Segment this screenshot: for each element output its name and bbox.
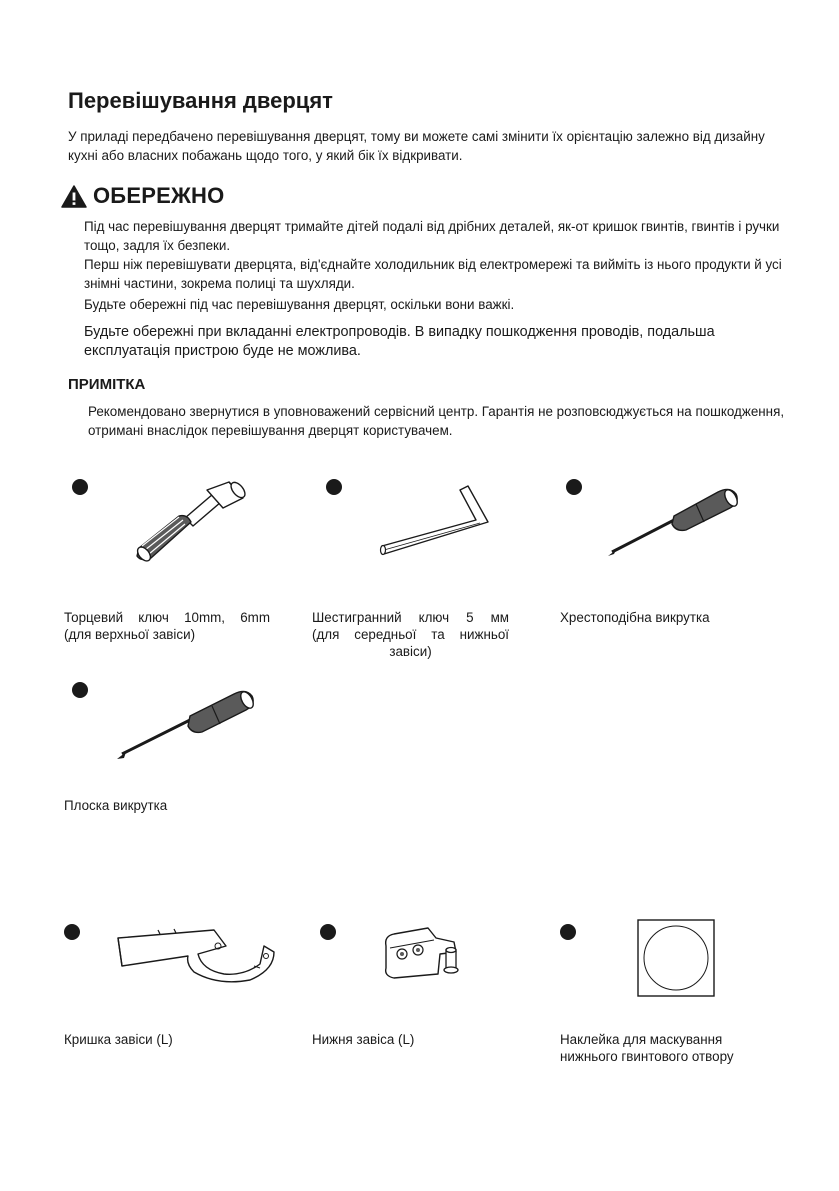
bullet-marker — [326, 479, 342, 495]
phillips-screwdriver-caption: Хрестоподібна викрутка — [560, 610, 710, 625]
note-text: Рекомендовано звернутися в уповноважений сервісний центр. Гарантія не розповсюджується на пошкодження, отримані внаслідок перевішування дверцят користувачем. — [88, 404, 785, 438]
bullet-marker — [72, 479, 88, 495]
hex-key-icon — [376, 480, 501, 558]
socket-wrench-caption — [64, 609, 270, 643]
sticker-caption — [560, 1031, 780, 1065]
caution-heading: ОБЕРЕЖНО — [93, 183, 225, 208]
caution-paragraph-3: Будьте обережні під час перевішування дверцят, оскільки вони важкі. — [84, 297, 515, 312]
hex-key-caption — [312, 609, 509, 660]
socket-wrench-icon — [125, 478, 265, 570]
intro-text: У приладі передбачено перевішування дверцят, тому ви можете самі змінити їх орієнтацію залежно від дизайну кухні або власних побажань щодо того, у який бік їх відкривати. — [68, 129, 765, 163]
hinge-cover-icon — [114, 926, 280, 986]
bullet-marker — [72, 682, 88, 698]
caption-line: (для середньої та нижньої — [312, 627, 509, 642]
caution-paragraph-4: Будьте обережні при вкладанні електропроводів. В випадку пошкодження проводів, подальша експлуатація пристрою буде не можлива. — [84, 324, 715, 359]
caption-line: Наклейка для маскування — [560, 1032, 723, 1047]
caution-header — [61, 183, 224, 209]
bullet-marker — [64, 924, 80, 940]
caution-paragraph-2: Перш ніж перевішувати дверцята, від'єднайте холодильник від електромережі та вийміть із нього продукти й усі знімні частини, зокрема полиці та шухляди. — [84, 257, 782, 291]
flat-screwdriver-caption: Плоска викрутка — [64, 798, 168, 813]
hinge-cover-caption: Кришка завіси (L) — [64, 1032, 173, 1047]
caption-line: нижнього гвинтового отвору — [560, 1049, 734, 1064]
lower-hinge-icon — [380, 918, 476, 984]
flat-screwdriver-icon — [114, 684, 264, 762]
phillips-screwdriver-icon — [606, 480, 748, 558]
bullet-marker — [560, 924, 576, 940]
caption-line: (для верхньої завіси) — [64, 627, 196, 642]
caption-line: Шестигранний ключ 5 мм — [312, 610, 509, 625]
warning-icon — [61, 185, 87, 208]
caption-line: Торцевий ключ 10mm, 6mm — [64, 610, 270, 625]
caution-paragraph-1: Під час перевішування дверцят тримайте дітей подалі від дрібних деталей, як-от кришок гвинтів, гвинтів і ручки тощо, задля їх безпеки. — [84, 219, 780, 253]
bullet-marker — [320, 924, 336, 940]
caption-line: завіси) — [389, 644, 432, 659]
sticker-icon — [637, 919, 715, 997]
bullet-marker — [566, 479, 582, 495]
page-title: Перевішування дверцят — [68, 88, 333, 113]
lower-hinge-caption: Нижня завіса (L) — [312, 1032, 415, 1047]
note-heading: ПРИМІТКА — [68, 376, 146, 393]
